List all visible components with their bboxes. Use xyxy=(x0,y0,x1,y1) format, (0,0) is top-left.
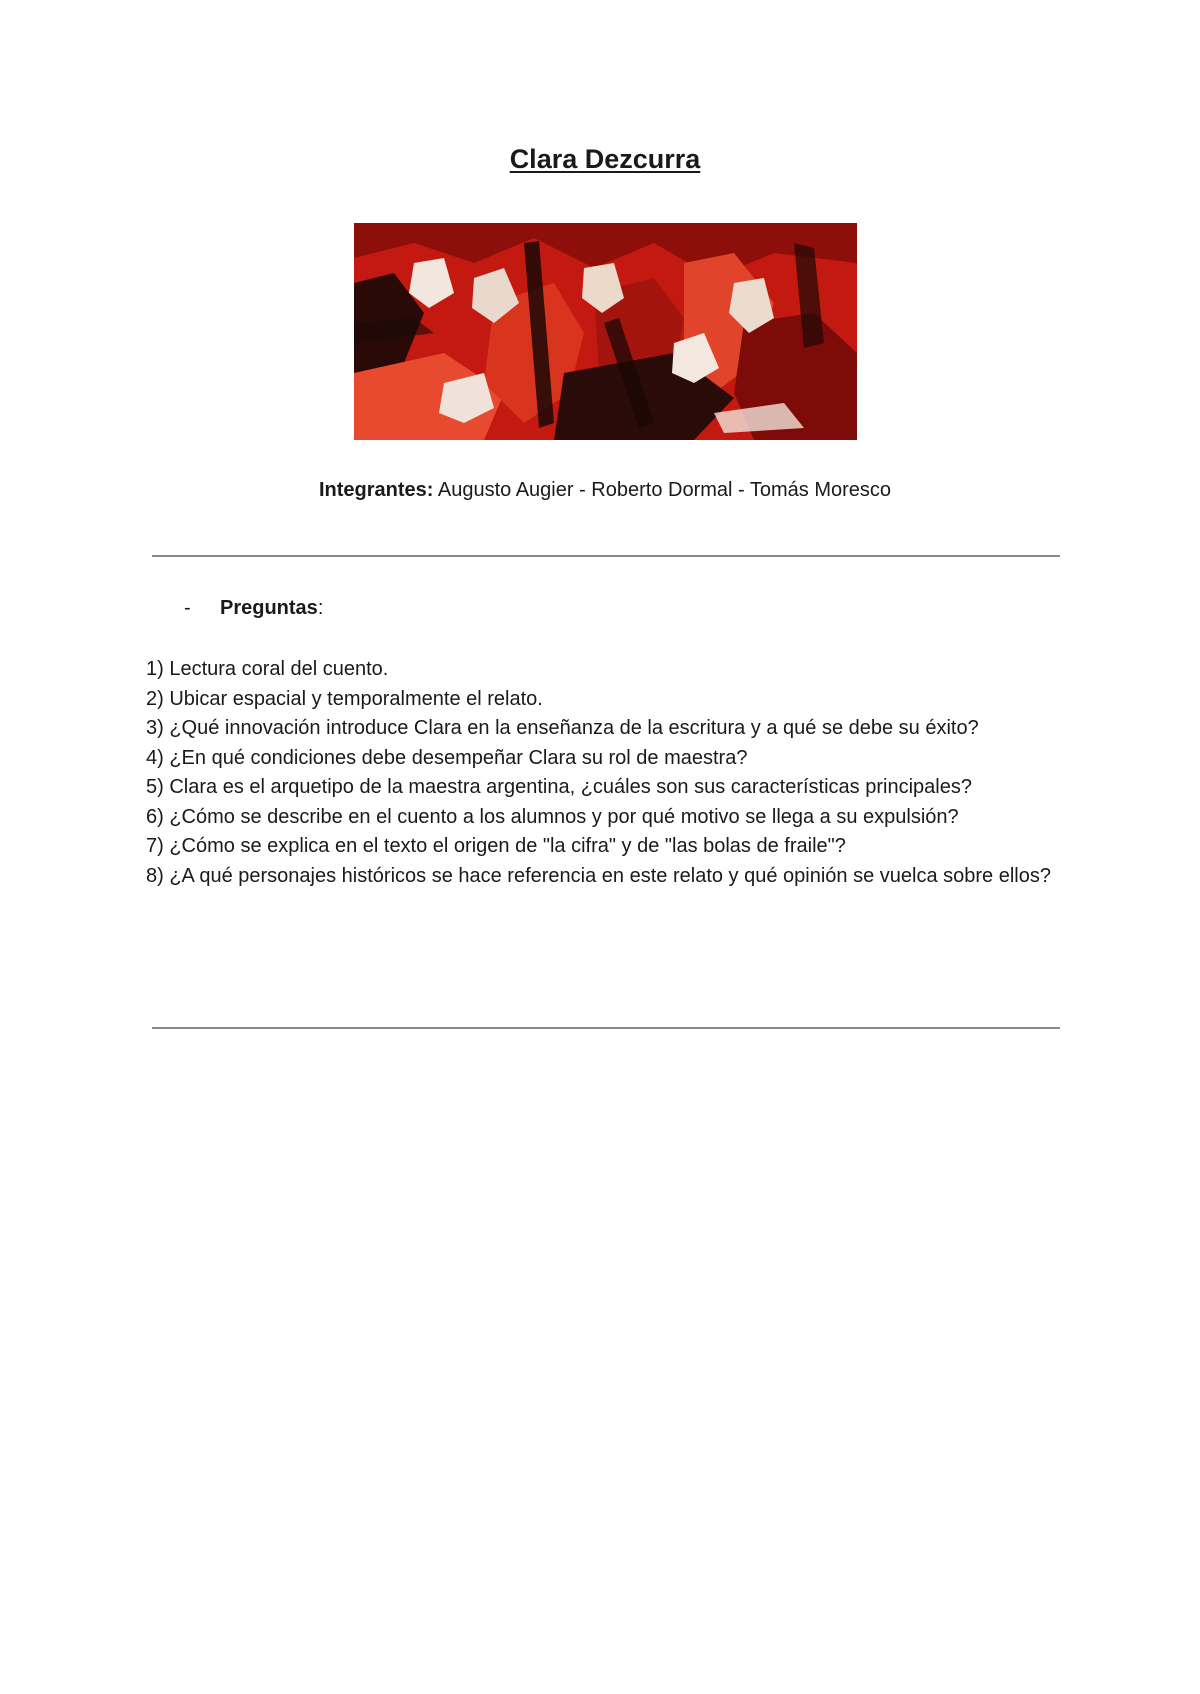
question-item: 2) Ubicar espacial y temporalmente el relato. xyxy=(146,687,543,710)
questions-heading xyxy=(184,597,323,620)
bottom-divider xyxy=(152,1027,1060,1029)
top-divider xyxy=(152,555,1060,557)
members-line xyxy=(0,479,1200,502)
illustration-image xyxy=(354,223,857,440)
bullet-dash: - xyxy=(184,597,191,619)
questions-list xyxy=(146,655,1066,891)
question-item: 7) ¿Cómo se explica en el texto el origen de "la cifra" y de "las bolas de fraile"? xyxy=(146,835,846,857)
question-item: 3) ¿Qué innovación introduce Clara en la enseñanza de la escritura y a qué se debe su éxito? xyxy=(146,717,979,739)
question-item: 8) ¿A qué personajes históricos se hace referencia en este relato y qué opinión se vuelca sobre ellos? xyxy=(146,864,1051,887)
red-expressionist-painting-icon xyxy=(354,223,857,440)
question-item: 4) ¿En qué condiciones debe desempeñar Clara su rol de maestra? xyxy=(146,746,748,769)
members-label: Integrantes: xyxy=(318,479,434,501)
question-item: 5) Clara es el arquetipo de la maestra argentina, ¿cuáles son sus características principales? xyxy=(146,776,972,798)
document-title: Clara Dezcurra xyxy=(509,144,701,174)
questions-heading-suffix: : xyxy=(317,597,324,619)
questions-heading-label: Preguntas xyxy=(220,597,318,619)
question-item: 6) ¿Cómo se describe en el cuento a los alumnos y por qué motivo se llega a su expulsión? xyxy=(146,805,959,828)
question-item: 1) Lectura coral del cuento. xyxy=(146,658,389,680)
members-names: Augusto Augier - Roberto Dormal - Tomás Moresco xyxy=(437,479,892,501)
